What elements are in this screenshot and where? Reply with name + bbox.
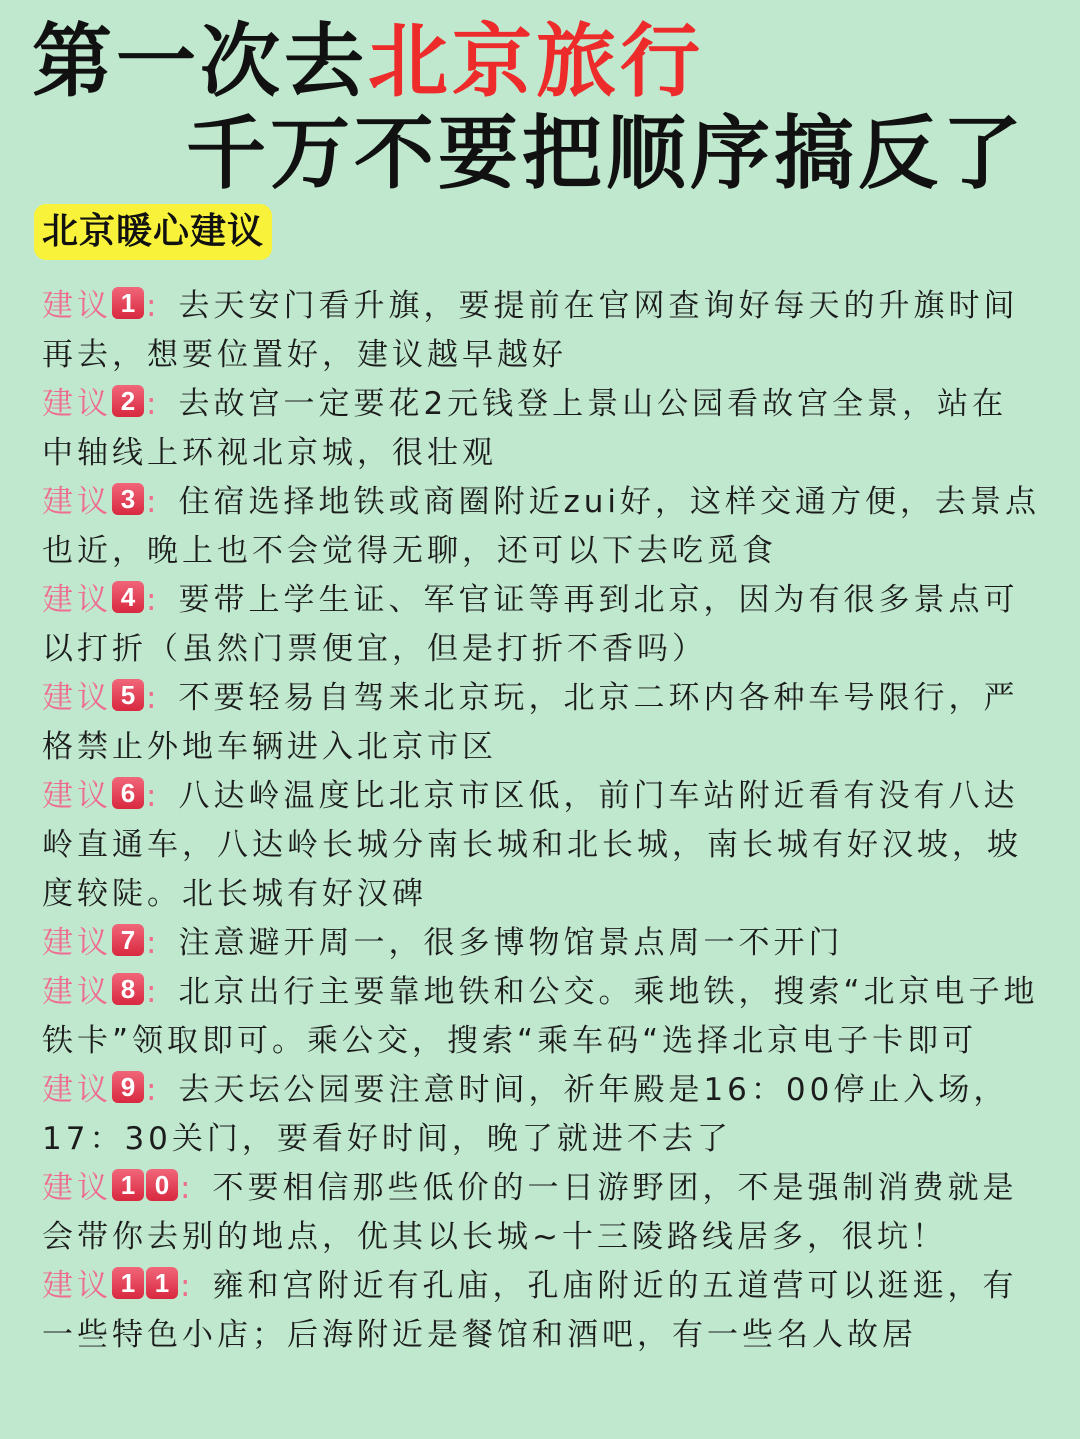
tip-item bbox=[42, 380, 1042, 478]
page-title-line-2: 千万不要把顺序搞反了 bbox=[186, 107, 1026, 200]
tip-number-badge: 0 bbox=[146, 1169, 178, 1201]
tip-number-badge: 4 bbox=[112, 581, 144, 613]
tip-colon: : bbox=[146, 974, 161, 1010]
tips-list bbox=[42, 282, 1042, 1360]
tip-number-badge: 1 bbox=[112, 1169, 144, 1201]
tip-text: 北京出行主要靠地铁和公交。乘地铁，搜索“北京电子地铁卡”领取即可。乘公交，搜索“乘车码“选择北京电子卡即可 bbox=[42, 974, 1039, 1059]
tip-colon: : bbox=[146, 680, 161, 716]
tip-item bbox=[42, 968, 1042, 1066]
tip-number-badge: 5 bbox=[112, 679, 144, 711]
tip-label: 建议 bbox=[42, 1170, 112, 1206]
tip-label: 建议 bbox=[42, 582, 112, 618]
tip-number-badge: 1 bbox=[112, 1267, 144, 1299]
tip-number-badge: 3 bbox=[112, 483, 144, 515]
page-title-line-1 bbox=[32, 14, 704, 110]
tip-label: 建议 bbox=[42, 288, 112, 324]
tip-number-badge: 6 bbox=[112, 777, 144, 809]
tip-number-badge: 7 bbox=[112, 924, 144, 956]
tip-text: 要带上学生证、军官证等再到北京，因为有很多景点可以打折（虽然门票便宜，但是打折不香吗） bbox=[42, 582, 1019, 667]
tip-colon: : bbox=[146, 778, 161, 814]
tip-colon: : bbox=[180, 1268, 195, 1304]
tip-text: 去天坛公园要注意时间，祈年殿是16：00停止入场，17：30关门，要看好时间，晚了就进不去了 bbox=[42, 1072, 1009, 1157]
tip-item bbox=[42, 576, 1042, 674]
tip-text: 不要轻易自驾来北京玩，北京二环内各种车号限行，严格禁止外地车辆进入北京市区 bbox=[42, 680, 1019, 765]
tip-colon: : bbox=[146, 925, 161, 961]
tip-label: 建议 bbox=[42, 974, 112, 1010]
tip-label: 建议 bbox=[42, 1072, 112, 1108]
title-highlight: 北京旅行 bbox=[368, 15, 704, 108]
tip-colon: : bbox=[146, 386, 161, 422]
tip-colon: : bbox=[146, 288, 161, 324]
tip-item bbox=[42, 674, 1042, 772]
tip-colon: : bbox=[146, 484, 161, 520]
tip-text: 去天安门看升旗，要提前在官网查询好每天的升旗时间再去，想要位置好，建议越早越好 bbox=[42, 288, 1019, 373]
title-prefix: 第一次去 bbox=[32, 15, 368, 108]
tip-label: 建议 bbox=[42, 925, 112, 961]
tip-text: 注意避开周一，很多博物馆景点周一不开门 bbox=[178, 925, 844, 961]
tip-label: 建议 bbox=[42, 680, 112, 716]
tip-text: 八达岭温度比北京市区低，前门车站附近看有没有八达岭直通车，八达岭长城分南长城和北长城，南长城有好汉坡，坡度较陡。北长城有好汉碑 bbox=[42, 778, 1022, 912]
tip-item bbox=[42, 919, 1042, 968]
tip-text: 不要相信那些低价的一日游野团，不是强制消费就是会带你去别的地点，优其以长城~十三陵路线居多，很坑！ bbox=[42, 1170, 1018, 1255]
tip-number-badge: 9 bbox=[112, 1071, 144, 1103]
tip-label: 建议 bbox=[42, 484, 112, 520]
tip-item bbox=[42, 1164, 1042, 1262]
tip-text: 住宿选择地铁或商圈附近zui好，这样交通方便，去景点也近，晚上也不会觉得无聊，还可以下去吃觅食 bbox=[42, 484, 1040, 569]
tip-colon: : bbox=[180, 1170, 195, 1206]
tip-number-badge: 8 bbox=[112, 973, 144, 1005]
tip-item bbox=[42, 478, 1042, 576]
tip-label: 建议 bbox=[42, 386, 112, 422]
tip-item bbox=[42, 1262, 1042, 1360]
tip-text: 去故宫一定要花2元钱登上景山公园看故宫全景，站在中轴线上环视北京城，很壮观 bbox=[42, 386, 1008, 471]
tip-colon: : bbox=[146, 1072, 161, 1108]
tip-label: 建议 bbox=[42, 1268, 112, 1304]
section-tag: 北京暖心建议 bbox=[34, 204, 272, 260]
tip-colon: : bbox=[146, 582, 161, 618]
tip-item bbox=[42, 282, 1042, 380]
tip-text: 雍和宫附近有孔庙，孔庙附近的五道营可以逛逛，有一些特色小店；后海附近是餐馆和酒吧，有一些名人故居 bbox=[42, 1268, 1018, 1353]
tip-item bbox=[42, 1066, 1042, 1164]
tip-number-badge: 1 bbox=[112, 287, 144, 319]
tip-number-badge: 1 bbox=[146, 1267, 178, 1299]
tip-item bbox=[42, 772, 1042, 919]
tip-label: 建议 bbox=[42, 778, 112, 814]
tip-number-badge: 2 bbox=[112, 385, 144, 417]
